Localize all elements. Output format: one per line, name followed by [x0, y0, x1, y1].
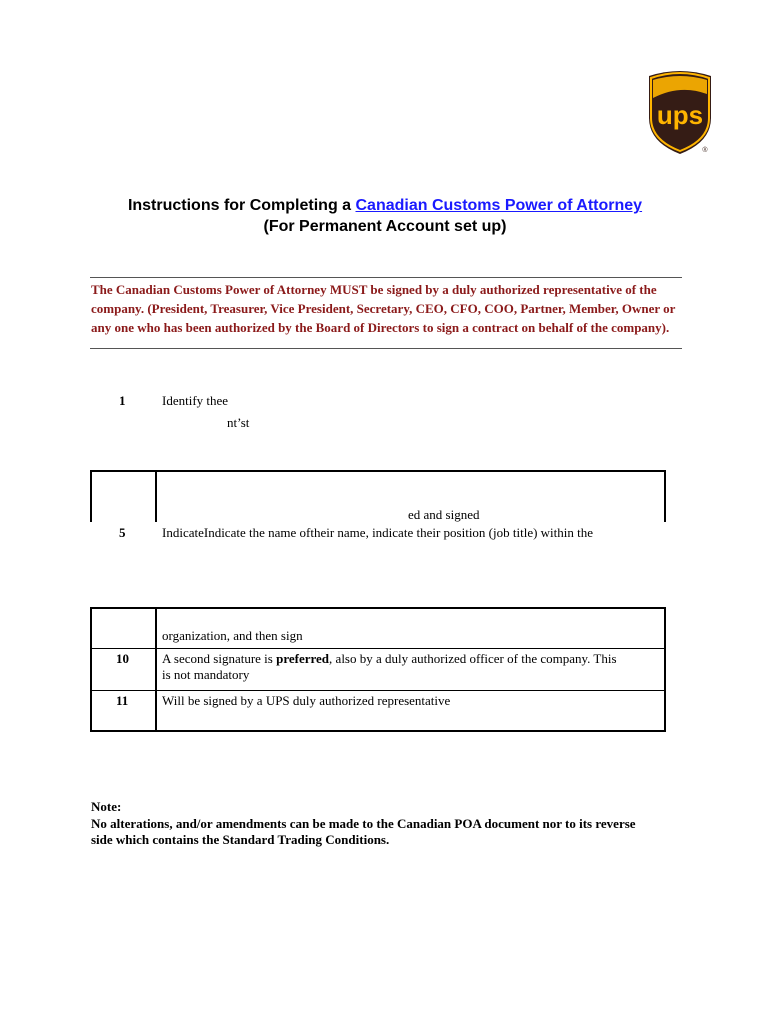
- step-10-text-b: , also by a duly authorized officer of the company. This: [329, 651, 617, 666]
- note-line-1: No alterations, and/or amendments can be made to the Canadian POA document nor to its reverse: [91, 816, 636, 831]
- step-number-5: 5: [119, 525, 126, 540]
- step-number-10: 10: [116, 651, 129, 666]
- step-1-text: Identify thee: [162, 393, 229, 408]
- step-11-text: Will be signed by a UPS duly authorized representative: [162, 693, 451, 708]
- page-subtitle: (For Permanent Account set up): [263, 218, 507, 235]
- step-5-text: IndicateIndicate the name oftheir name, indicate their position (job title) within the: [162, 525, 594, 540]
- signed-fragment: ed and signed: [408, 507, 480, 522]
- step-number-11: 11: [116, 693, 129, 708]
- notice-top-rule: [90, 277, 682, 278]
- step-10-text-c: is not mandatory: [162, 667, 250, 682]
- ups-logo: [645, 68, 715, 158]
- table-left-border: [90, 470, 92, 522]
- table2-column-divider: [155, 607, 157, 732]
- table2-bottom-border: [90, 730, 666, 732]
- logo-text: ups: [656, 100, 704, 130]
- step-10-text-a: A second signature is: [162, 651, 277, 666]
- note-line-2: side which contains the Standard Trading Conditions.: [91, 832, 390, 847]
- step-1-fragment: nt’st: [227, 415, 250, 430]
- table2-right-border: [664, 607, 666, 732]
- table-top-border: [90, 470, 666, 472]
- step-10-text: [162, 651, 657, 667]
- ups-shield-icon: [645, 68, 715, 158]
- page-title: [0, 196, 770, 216]
- step-10-text-bold: preferred: [276, 651, 330, 666]
- table-column-divider: [155, 470, 157, 522]
- title-prefix: Instructions for Completing a: [127, 197, 356, 214]
- title-link[interactable]: Canadian Customs Power of Attorney: [355, 197, 643, 214]
- table-right-border: [664, 470, 666, 522]
- notice-bottom-rule: [90, 348, 682, 349]
- table2-top-border: [90, 607, 666, 609]
- registered-mark: ®: [702, 147, 708, 154]
- table2-row-divider-1: [90, 648, 666, 649]
- step-number-1: 1: [119, 393, 126, 408]
- note-heading: Note:: [91, 799, 122, 814]
- table2-left-border: [90, 607, 92, 732]
- notice-text: The Canadian Customs Power of Attorney MUST be signed by a duly authorized representative of the company. (President, Treasurer, Vice President, Secretary, CEO, CFO, COO, Partner, Member, Owner or any one who has been authorized by the Board of Directors to sign a contract on behalf of the company).: [91, 282, 676, 335]
- organization-fragment: organization, and then sign: [162, 628, 303, 643]
- table2-row-divider-2: [90, 690, 666, 691]
